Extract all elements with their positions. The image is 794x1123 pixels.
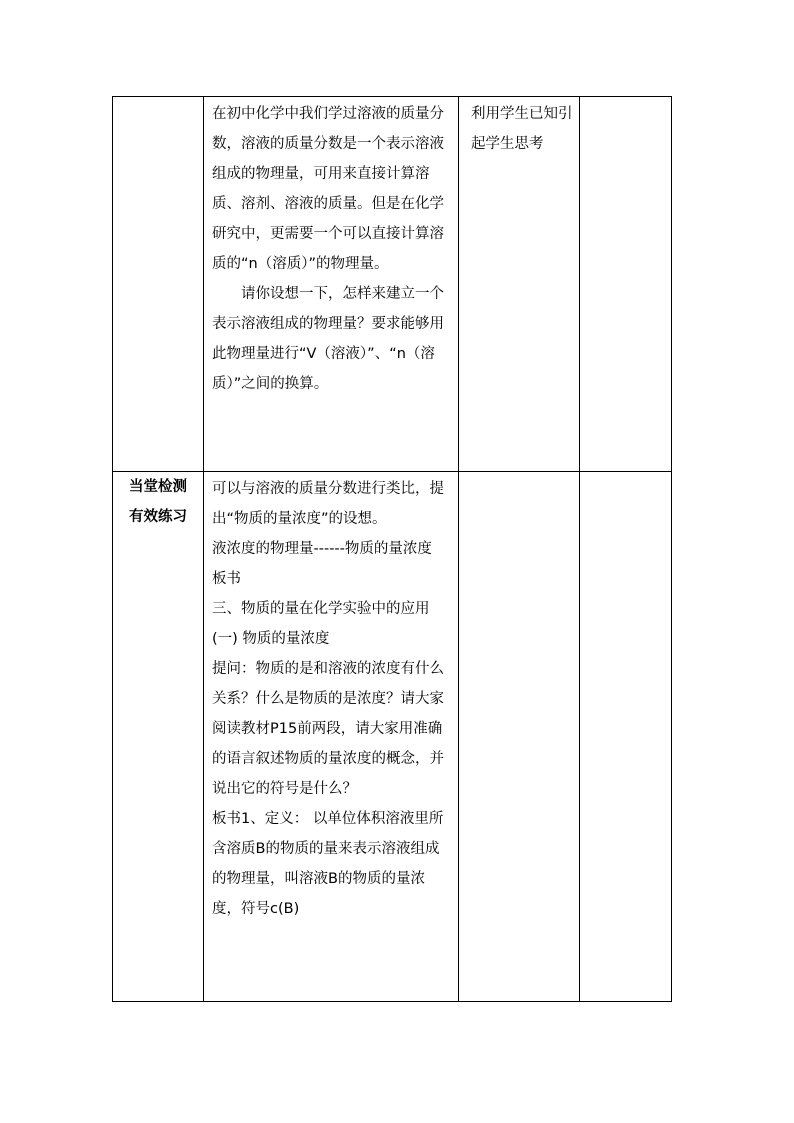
stage-label-line: 当堂检测: [129, 479, 187, 495]
table-row: [113, 472, 672, 1002]
design-intent-text: 利用学生已知引起学生思考: [471, 106, 573, 152]
design-intent-cell: [459, 472, 580, 1002]
design-intent-text: [459, 472, 579, 474]
stage-label-line: 有效练习: [129, 509, 187, 525]
content-paragraph: 三、物质的量在化学实验中的应用: [212, 601, 430, 617]
content-paragraph: 板书1、定义： 以单位体积溶液里所含溶质B的物质的量来表示溶液组成的物理量，叫溶液B的物质的量浓度，符号c(B): [212, 811, 444, 917]
content-paragraph: 板书: [212, 571, 241, 587]
content-paragraph: 可以与溶液的质量分数进行类比，提出“物质的量浓度”的设想。: [212, 481, 444, 527]
remarks-cell: [580, 472, 672, 1002]
teaching-content-cell: [204, 472, 459, 1002]
lesson-plan-table: [112, 96, 672, 1002]
content-paragraph: (一) 物质的量浓度: [212, 631, 330, 647]
teaching-content-cell: [204, 97, 459, 472]
content-paragraph: 在初中化学中我们学过溶液的质量分数，溶液的质量分数是一个表示溶液组成的物理量，可用来直接计算溶质、溶剂、溶液的质量。但是在化学研究中，更需要一个可以直接计算溶质的“n（溶质）”的物理量。: [212, 106, 444, 272]
table-row: [113, 97, 672, 472]
stage-label-cell: [113, 472, 204, 1002]
design-intent-cell: [459, 97, 580, 472]
content-paragraph: 液浓度的物理量------物质的量浓度: [212, 541, 432, 557]
content-paragraph: 提问：物质的是和溶液的浓度有什么关系？什么是物质的是浓度？请大家阅读教材P15前两段，请大家用准确的语言叙述物质的量浓度的概念，并说出它的符号是什么？: [212, 661, 444, 797]
content-paragraph: 请你设想一下，怎样来建立一个表示溶液组成的物理量？要求能够用此物理量进行“V（溶液）”、“n（溶质）”之间的换算。: [212, 286, 444, 392]
remarks-cell: [580, 97, 672, 472]
stage-label-cell: [113, 97, 204, 472]
